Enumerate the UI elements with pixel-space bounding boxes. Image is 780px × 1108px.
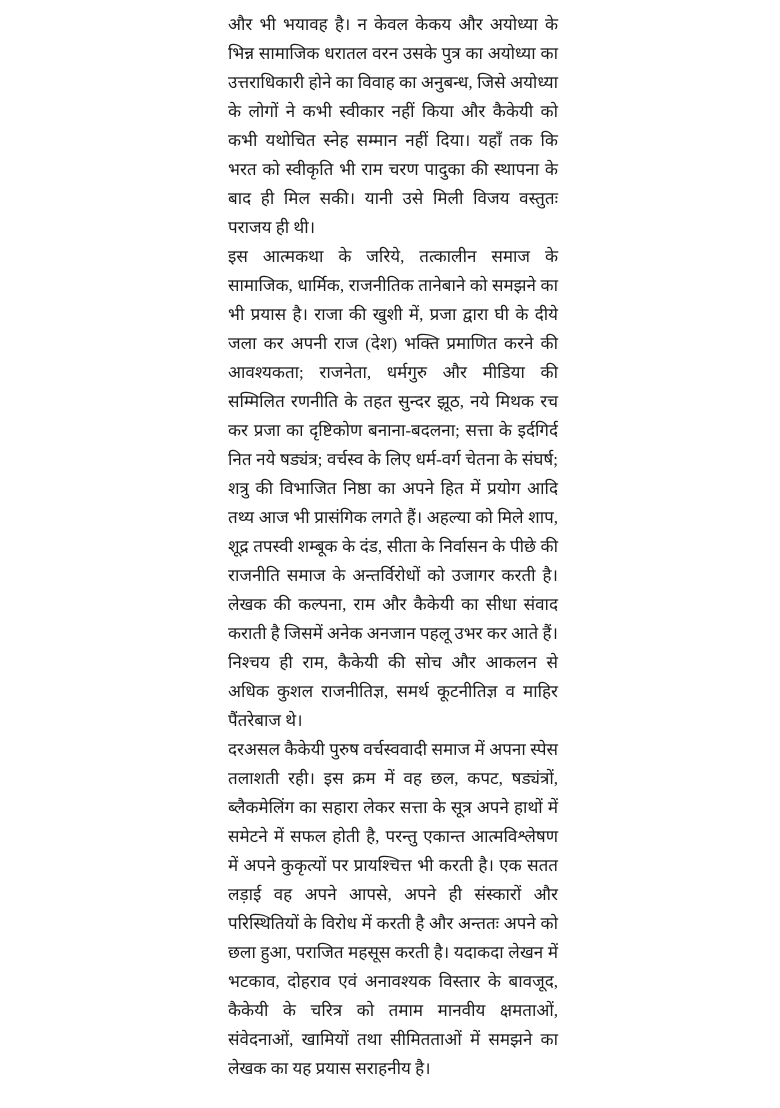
paragraph: इस आत्मकथा के जरिये, तत्कालीन समाज के सामाजिक, धार्मिक, राजनीतिक तानेबाने को समझने का भी प्रयास है। राजा की खुशी में, प्रजा द्वारा घी के दीये जला कर अपनी राज (देश) भक्ति प्रमाणित करने की आवश्यकता; राजनेता, धर्मगुरु और मीडिया की सम्मिलित रणनीति के तहत सुन्दर झूठ, नये मिथक रच कर प्रजा का दृष्टिकोण बनाना-बदलना; सत्ता के इर्दगिर्द नित नये षड्यंत्र; वर्चस्व के लिए धर्म-वर्ग चेतना के संघर्ष; शत्रु की विभाजित निष्ठा का अपने हित में प्रयोग आदि तथ्य आज भी प्रासंगिक लगते हैं। अहल्या को मिले शाप, शूद्र तपस्वी शम्बूक के दंड, सीता के निर्वासन के पीछे की राजनीति समाज के अन्तर्विरोधों को उजागर करती है। लेखक की कल्पना, राम और कैकेयी का सीधा संवाद कराती है जिसमें अनेक अनजान पहलू उभर कर आते हैं। निश्चय ही राम, कैकेयी की सोच और आकलन से अधिक कुशल राजनीतिज्ञ, समर्थ कूटनीतिज्ञ व माहिर पैंतरेबाज थे। — [228, 247, 558, 730]
paragraph: और भी भयावह है। न केवल केकय और अयोध्या के भिन्न सामाजिक धरातल वरन उसके पुत्र का अयोध्या का उत्तराधिकारी होने का विवाह का अनुबन्ध, जिसे अयोध्या के लोगों ने कभी स्वीकार नहीं किया और कैकेयी को कभी यथोचित स्नेह सम्मान नहीं दिया। यहाँ तक कि भरत को स्वीकृति भी राम चरण पादुका की स्थापना के बाद ही मिल सकी। यानी उसे मिली विजय वस्तुतः पराजय ही थी। — [228, 15, 558, 237]
text-column — [228, 10, 558, 1083]
paragraph: दरअसल कैकेयी पुरुष वर्चस्ववादी समाज में अपना स्पेस तलाशती रही। इस क्रम में वह छल, कपट, षड्यंत्रों, ब्लैकमेलिंग का सहारा लेकर सत्ता के सूत्र अपने हाथों में समेटने में सफल होती है, परन्तु एकान्त आत्मविश्लेषण में अपने कुकृत्यों पर प्रायश्चित्त भी करती है। एक सतत लड़ाई वह अपने आपसे, अपने ही संस्कारों और परिस्थितियों के विरोध में करती है और अन्ततः अपने को छला हुआ, पराजित महसूस करती है। यदाकदा लेखन में भटकाव, दोहराव एवं अनावश्यक विस्तार के बावजूद, कैकेयी के चरित्र को तमाम मानवीय क्षमताओं, संवेदनाओं, खामियों तथा सीमितताओं में समझने का लेखक का यह प्रयास सराहनीय है। — [228, 740, 558, 1078]
